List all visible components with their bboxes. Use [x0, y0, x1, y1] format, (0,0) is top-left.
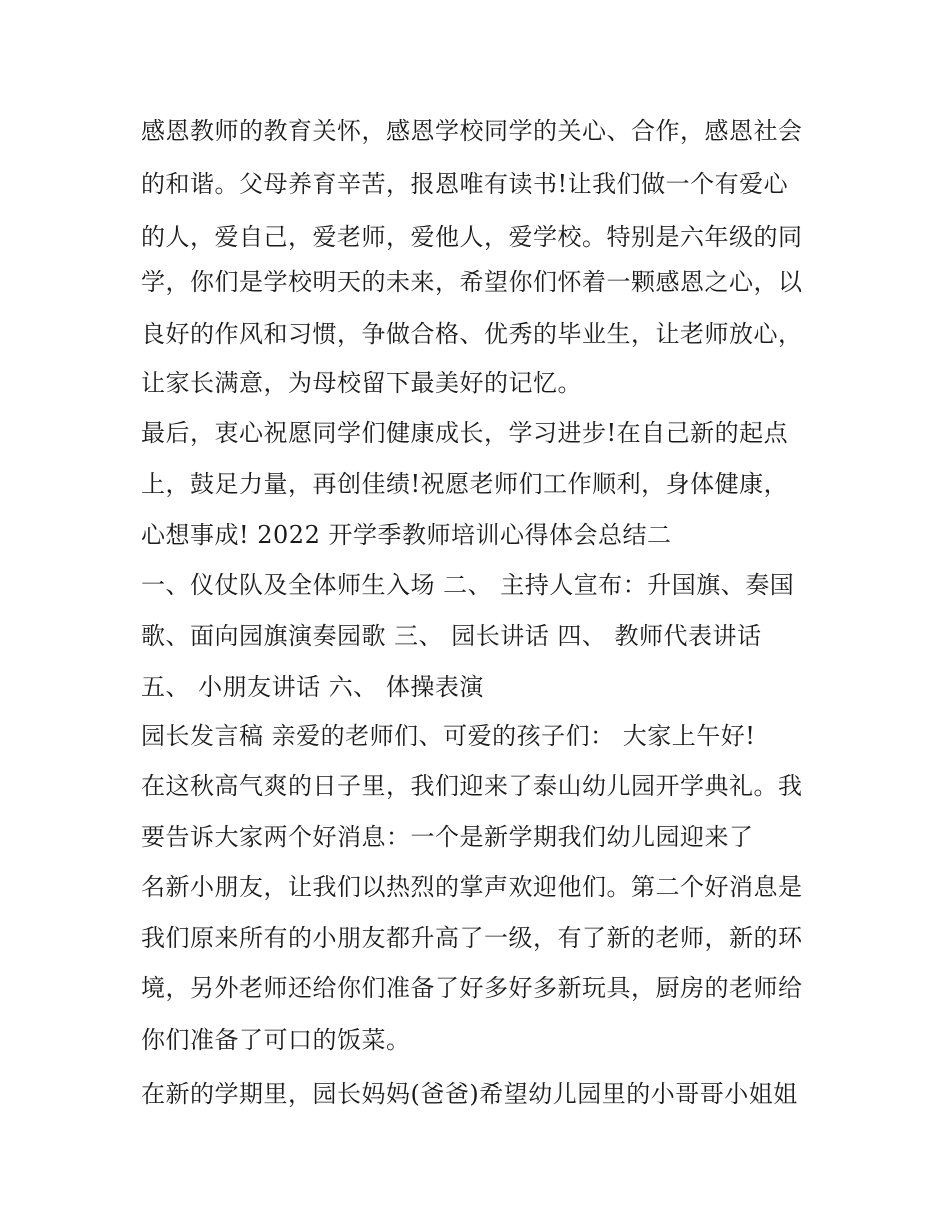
text-line: 歌、面向园旗演奏园歌 三、 园长讲话 四、 教师代表讲话: [141, 622, 762, 650]
text-line: 最后，衷心祝愿同学们健康成长，学习进步!在自己新的起点: [141, 419, 789, 447]
text-line: 你们准备了可口的饭菜。: [141, 1026, 411, 1054]
text-line: 的和谐。父母养育辛苦，报恩唯有读书!让我们做一个有爱心: [141, 170, 789, 198]
text-line: 五、 小朋友讲话 六、 体操表演: [141, 673, 484, 701]
text-line: 心想事成! 2022 开学季教师培训心得体会总结二: [141, 521, 672, 549]
text-line: 让家长满意，为母校留下最美好的记忆。: [141, 369, 582, 397]
text-line: 良好的作风和习惯，争做合格、优秀的毕业生，让老师放心，: [141, 320, 803, 348]
text-line: 感恩教师的教育关怀，感恩学校同学的关心、合作，感恩社会: [141, 117, 803, 145]
text-line: 境，另外老师还给你们准备了好多好多新玩具，厨房的老师给: [141, 974, 803, 1002]
text-line: 在新的学期里，园长妈妈(爸爸)希望幼儿园里的小哥哥小姐姐: [141, 1080, 798, 1108]
text-line: 在这秋高气爽的日子里，我们迎来了泰山幼儿园开学典礼。我: [141, 772, 803, 800]
text-line: 园长发言稿 亲爱的老师们、可爱的孩子们： 大家上午好!: [141, 722, 756, 750]
text-line: 名新小朋友，让我们以热烈的掌声欢迎他们。第二个好消息是: [141, 873, 803, 901]
text-line: 的人，爱自己，爱老师，爱他人，爱学校。特别是六年级的同: [141, 223, 803, 251]
text-line: 我们原来所有的小朋友都升高了一级，有了新的老师，新的环: [141, 924, 803, 952]
text-line: 要告诉大家两个好消息：一个是新学期我们幼儿园迎来了: [141, 823, 754, 851]
text-line: 一、仪仗队及全体师生入场 二、 主持人宣布：升国旗、奏国: [141, 571, 795, 599]
text-line: 上，鼓足力量，再创佳绩!祝愿老师们工作顺利，身体健康，: [141, 470, 789, 498]
text-line: 学，你们是学校明天的未来，希望你们怀着一颗感恩之心，以: [141, 268, 803, 296]
